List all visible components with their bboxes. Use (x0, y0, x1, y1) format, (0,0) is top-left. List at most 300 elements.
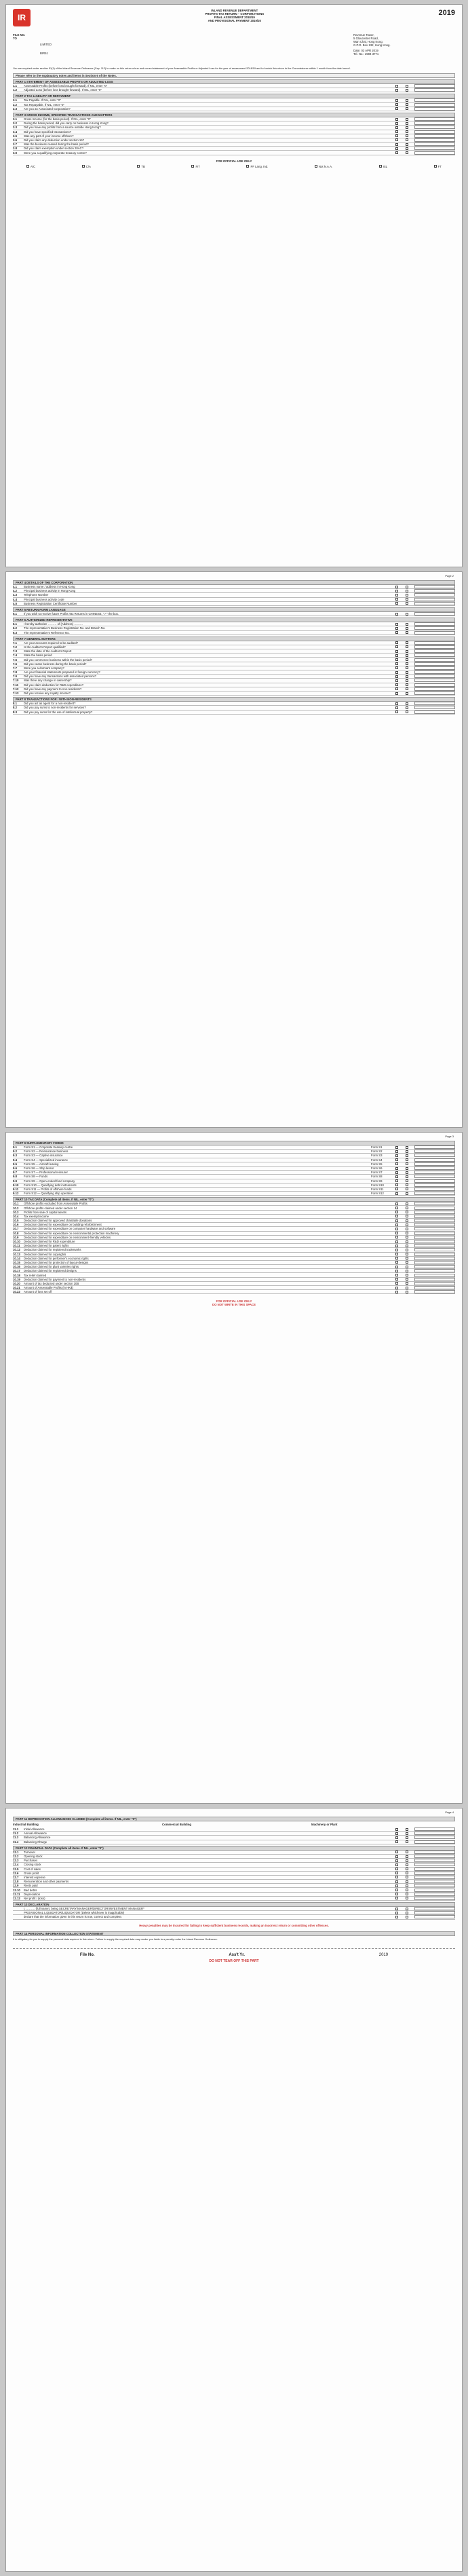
yes-checkbox[interactable] (395, 654, 398, 657)
yes-checkbox[interactable] (395, 1908, 398, 1910)
no-checkbox[interactable] (406, 1897, 408, 1899)
yes-checkbox[interactable] (395, 1253, 398, 1255)
yes-checkbox[interactable] (395, 1880, 398, 1883)
amount-field[interactable] (414, 1167, 455, 1170)
no-checkbox[interactable] (406, 1228, 408, 1230)
yes-no-boxes (391, 1257, 412, 1259)
yes-checkbox[interactable] (395, 1215, 398, 1217)
no-checkbox[interactable] (406, 85, 408, 88)
no-checkbox[interactable] (406, 1859, 408, 1862)
amount-field[interactable] (414, 645, 455, 649)
amount-field[interactable] (414, 1248, 455, 1251)
no-checkbox[interactable] (406, 1270, 408, 1272)
yes-checkbox[interactable] (395, 1219, 398, 1222)
amount-field[interactable] (414, 1261, 455, 1264)
yes-checkbox[interactable] (395, 671, 398, 674)
yes-checkbox[interactable] (395, 598, 398, 601)
amount-field[interactable] (414, 1150, 455, 1153)
amount-field[interactable] (414, 1257, 455, 1260)
no-checkbox[interactable] (406, 598, 408, 601)
no-checkbox[interactable] (406, 683, 408, 686)
yes-checkbox[interactable] (395, 1840, 398, 1843)
no-checkbox[interactable] (406, 1211, 408, 1213)
amount-field[interactable] (414, 1290, 455, 1293)
no-checkbox[interactable] (406, 1916, 408, 1918)
yes-checkbox[interactable] (395, 1192, 398, 1195)
yes-checkbox[interactable] (395, 1855, 398, 1858)
no-checkbox[interactable] (406, 1908, 408, 1910)
no-checkbox[interactable] (406, 1183, 408, 1186)
no-checkbox[interactable] (406, 692, 408, 695)
yes-checkbox[interactable] (395, 126, 398, 129)
no-checkbox[interactable] (406, 130, 408, 133)
official-code (191, 165, 199, 168)
yes-checkbox[interactable] (395, 1836, 398, 1839)
item-question: Form S10 — Qualifying debt instruments (24, 1183, 77, 1187)
amount-field[interactable] (414, 1868, 455, 1871)
official-use-title: FOR OFFICIAL USE ONLY (216, 159, 252, 163)
amount-field[interactable] (414, 88, 455, 92)
no-checkbox[interactable] (406, 126, 408, 129)
yes-checkbox[interactable] (395, 1832, 398, 1835)
yes-checkbox[interactable] (395, 1228, 398, 1230)
amount-field[interactable] (414, 1253, 455, 1256)
yes-checkbox[interactable] (395, 118, 398, 121)
no-checkbox[interactable] (406, 602, 408, 605)
amount-field[interactable] (414, 1915, 455, 1918)
yes-checkbox[interactable] (395, 679, 398, 682)
yes-checkbox[interactable] (395, 1282, 398, 1285)
no-checkbox[interactable] (406, 1893, 408, 1895)
amount-field[interactable] (414, 1232, 455, 1235)
amount-field[interactable] (414, 1171, 455, 1174)
amount-field[interactable] (414, 1227, 455, 1230)
no-checkbox[interactable] (406, 99, 408, 102)
yes-checkbox[interactable] (395, 1261, 398, 1264)
yes-checkbox[interactable] (395, 134, 398, 137)
no-checkbox[interactable] (406, 641, 408, 644)
amount-field[interactable] (414, 107, 455, 111)
official-code-checkbox (26, 165, 29, 168)
amount-field[interactable] (414, 121, 455, 125)
yes-checkbox[interactable] (395, 675, 398, 678)
yes-checkbox[interactable] (395, 1202, 398, 1205)
item-number: 10.14 (13, 1256, 20, 1260)
no-checkbox[interactable] (406, 1889, 408, 1891)
amount-field[interactable] (414, 683, 455, 687)
yes-checkbox[interactable] (395, 1211, 398, 1213)
amount-field[interactable] (414, 1274, 455, 1277)
yes-checkbox[interactable] (395, 99, 398, 102)
yes-checkbox[interactable] (395, 103, 398, 106)
no-checkbox[interactable] (406, 679, 408, 682)
yes-checkbox[interactable] (395, 1828, 398, 1831)
amount-field[interactable] (414, 1827, 455, 1831)
amount-field[interactable] (414, 1836, 455, 1839)
item-number: 7.6 (13, 662, 17, 666)
amount-field[interactable] (414, 117, 455, 121)
amount-field[interactable] (414, 1880, 455, 1883)
amount-field[interactable] (414, 675, 455, 678)
no-checkbox[interactable] (406, 654, 408, 657)
yes-checkbox[interactable] (395, 692, 398, 695)
no-checkbox[interactable] (406, 675, 408, 678)
no-checkbox[interactable] (406, 1274, 408, 1276)
yes-checkbox[interactable] (395, 1872, 398, 1874)
yes-checkbox[interactable] (395, 1912, 398, 1914)
amount-field[interactable] (414, 626, 455, 630)
amount-field[interactable] (414, 1188, 455, 1191)
yes-checkbox[interactable] (395, 1146, 398, 1149)
amount-field[interactable] (414, 1889, 455, 1892)
no-checkbox[interactable] (406, 1150, 408, 1153)
no-checkbox[interactable] (406, 107, 408, 110)
no-checkbox[interactable] (406, 613, 408, 615)
amount-field[interactable] (414, 1145, 455, 1149)
amount-field[interactable] (414, 130, 455, 134)
amount-field[interactable] (414, 593, 455, 596)
yes-checkbox[interactable] (395, 1175, 398, 1178)
amount-field[interactable] (414, 662, 455, 666)
no-checkbox[interactable] (406, 1868, 408, 1870)
page-3 (5, 1132, 463, 1804)
no-checkbox[interactable] (406, 138, 408, 141)
amount-field[interactable] (414, 649, 455, 653)
yes-checkbox[interactable] (395, 641, 398, 644)
amount-field[interactable] (414, 1192, 455, 1195)
amount-field[interactable] (414, 98, 455, 102)
yes-checkbox[interactable] (395, 107, 398, 110)
no-checkbox[interactable] (406, 122, 408, 125)
no-checkbox[interactable] (406, 586, 408, 588)
yes-checkbox[interactable] (395, 1897, 398, 1899)
no-checkbox[interactable] (406, 1287, 408, 1289)
yes-checkbox[interactable] (395, 1171, 398, 1174)
amount-field[interactable] (414, 654, 455, 657)
no-checkbox[interactable] (406, 151, 408, 154)
amount-field[interactable] (414, 103, 455, 107)
yes-checkbox[interactable] (395, 1884, 398, 1887)
amount-field[interactable] (414, 1265, 455, 1268)
yes-checkbox[interactable] (395, 666, 398, 669)
yes-checkbox[interactable] (395, 89, 398, 92)
amount-field[interactable] (414, 711, 455, 714)
item-number: 9.8 (13, 1175, 17, 1179)
yes-checkbox[interactable] (395, 623, 398, 626)
amount-field[interactable] (414, 143, 455, 146)
no-checkbox[interactable] (406, 645, 408, 648)
no-checkbox[interactable] (406, 1840, 408, 1843)
amount-field[interactable] (414, 679, 455, 682)
yes-checkbox[interactable] (395, 1851, 398, 1853)
no-checkbox[interactable] (406, 650, 408, 653)
item-question: Did you receive any royalty income? (24, 692, 71, 696)
yes-checkbox[interactable] (395, 687, 398, 690)
no-checkbox[interactable] (406, 143, 408, 146)
no-checkbox[interactable] (406, 702, 408, 705)
part-title: PART 1 STATEMENT OF ASSESSABLE PROFITS OR ADJUSTED LOSS (13, 79, 455, 84)
yes-checkbox[interactable] (395, 1278, 398, 1281)
amount-field[interactable] (414, 1179, 455, 1183)
yes-checkbox[interactable] (395, 1154, 398, 1157)
amount-field[interactable] (414, 1851, 455, 1854)
amount-field[interactable] (414, 1859, 455, 1862)
no-checkbox[interactable] (406, 1282, 408, 1285)
amount-field[interactable] (414, 1863, 455, 1866)
no-checkbox[interactable] (406, 1236, 408, 1238)
item-number: 10.6 (13, 1223, 19, 1227)
no-checkbox[interactable] (406, 1855, 408, 1858)
yes-checkbox[interactable] (395, 138, 398, 141)
amount-field[interactable] (414, 1872, 455, 1875)
no-checkbox[interactable] (406, 1257, 408, 1259)
no-checkbox[interactable] (406, 1261, 408, 1264)
no-checkbox[interactable] (406, 590, 408, 592)
yes-checkbox[interactable] (395, 1274, 398, 1276)
yes-checkbox[interactable] (395, 590, 398, 592)
no-checkbox[interactable] (406, 1836, 408, 1839)
amount-field[interactable] (414, 1876, 455, 1879)
yes-checkbox[interactable] (395, 650, 398, 653)
amount-field[interactable] (414, 598, 455, 601)
no-checkbox[interactable] (406, 1872, 408, 1874)
yes-checkbox[interactable] (395, 1179, 398, 1182)
no-checkbox[interactable] (406, 627, 408, 630)
amount-field[interactable] (414, 631, 455, 634)
yes-checkbox[interactable] (395, 151, 398, 154)
amount-field[interactable] (414, 1884, 455, 1887)
amount-field[interactable] (414, 1278, 455, 1281)
yes-checkbox[interactable] (395, 602, 398, 605)
amount-field[interactable] (414, 1911, 455, 1914)
no-checkbox[interactable] (406, 658, 408, 661)
amount-field[interactable] (414, 1202, 455, 1205)
no-checkbox[interactable] (406, 1154, 408, 1157)
no-checkbox[interactable] (406, 89, 408, 92)
yes-checkbox[interactable] (395, 627, 398, 630)
yes-checkbox[interactable] (395, 1876, 398, 1878)
no-checkbox[interactable] (406, 1219, 408, 1222)
amount-field[interactable] (414, 1840, 455, 1844)
no-checkbox[interactable] (406, 1146, 408, 1149)
yes-checkbox[interactable] (395, 1224, 398, 1226)
yes-checkbox[interactable] (395, 1158, 398, 1161)
amount-field[interactable] (414, 1893, 455, 1896)
yes-checkbox[interactable] (395, 1167, 398, 1170)
yes-checkbox[interactable] (395, 1863, 398, 1866)
amount-field[interactable] (414, 1832, 455, 1835)
no-checkbox[interactable] (406, 1240, 408, 1243)
amount-field[interactable] (414, 622, 455, 626)
yes-checkbox[interactable] (395, 702, 398, 705)
yes-checkbox[interactable] (395, 85, 398, 88)
yes-checkbox[interactable] (395, 1270, 398, 1272)
no-checkbox[interactable] (406, 1202, 408, 1205)
amount-field[interactable] (414, 1219, 455, 1222)
yes-checkbox[interactable] (395, 1859, 398, 1862)
yes-checkbox[interactable] (395, 586, 398, 588)
form-row (13, 1290, 455, 1294)
no-checkbox[interactable] (406, 103, 408, 106)
yes-checkbox[interactable] (395, 706, 398, 709)
form-ref: Form S6 (371, 1167, 383, 1171)
yes-checkbox[interactable] (395, 1266, 398, 1268)
yes-checkbox[interactable] (395, 122, 398, 125)
form-ref: Form S12 (371, 1192, 384, 1196)
no-checkbox[interactable] (406, 1179, 408, 1182)
amount-field[interactable] (414, 1162, 455, 1166)
amount-field[interactable] (414, 126, 455, 129)
amount-field[interactable] (414, 641, 455, 645)
amount-field[interactable] (414, 1223, 455, 1226)
no-checkbox[interactable] (406, 594, 408, 596)
no-checkbox[interactable] (406, 1171, 408, 1174)
amount-field[interactable] (414, 1211, 455, 1214)
amount-field[interactable] (414, 1897, 455, 1900)
yes-checkbox[interactable] (395, 1257, 398, 1259)
yes-checkbox[interactable] (395, 711, 398, 713)
no-checkbox[interactable] (406, 1158, 408, 1161)
no-checkbox[interactable] (406, 1291, 408, 1293)
amount-field[interactable] (414, 612, 455, 615)
amount-field[interactable] (414, 1236, 455, 1239)
amount-field[interactable] (414, 1207, 455, 1210)
amount-field[interactable] (414, 1154, 455, 1157)
yes-checkbox[interactable] (395, 1162, 398, 1165)
no-checkbox[interactable] (406, 1253, 408, 1255)
no-checkbox[interactable] (406, 1828, 408, 1831)
amount-field[interactable] (414, 666, 455, 670)
yes-checkbox[interactable] (395, 1183, 398, 1186)
amount-field[interactable] (414, 1240, 455, 1243)
yes-checkbox[interactable] (395, 1868, 398, 1870)
amount-field[interactable] (414, 1269, 455, 1272)
amount-field[interactable] (414, 84, 455, 88)
no-checkbox[interactable] (406, 1167, 408, 1170)
yes-checkbox[interactable] (395, 613, 398, 615)
no-checkbox[interactable] (406, 1224, 408, 1226)
no-checkbox[interactable] (406, 147, 408, 150)
yes-checkbox[interactable] (395, 645, 398, 648)
form-ref: Form S9 (371, 1179, 383, 1183)
yes-checkbox[interactable] (395, 1893, 398, 1895)
amount-field[interactable] (414, 1286, 455, 1289)
no-checkbox[interactable] (406, 1876, 408, 1878)
yes-checkbox[interactable] (395, 1236, 398, 1238)
yes-checkbox[interactable] (395, 1188, 398, 1190)
amount-field[interactable] (414, 589, 455, 592)
amount-field[interactable] (414, 1183, 455, 1187)
no-checkbox[interactable] (406, 623, 408, 626)
no-checkbox[interactable] (406, 118, 408, 121)
amount-field[interactable] (414, 134, 455, 138)
yes-checkbox[interactable] (395, 130, 398, 133)
amount-field[interactable] (414, 1282, 455, 1285)
amount-field[interactable] (414, 1855, 455, 1858)
no-checkbox[interactable] (406, 1175, 408, 1178)
no-checkbox[interactable] (406, 1162, 408, 1165)
ird-address (353, 33, 455, 64)
item-question: Tax Payable. If NIL, enter "0" (24, 98, 61, 102)
yes-checkbox[interactable] (395, 1245, 398, 1247)
no-checkbox[interactable] (406, 671, 408, 674)
yes-checkbox[interactable] (395, 683, 398, 686)
amount-field[interactable] (414, 151, 455, 155)
no-checkbox[interactable] (406, 1192, 408, 1195)
amount-field[interactable] (414, 602, 455, 605)
yes-checkbox[interactable] (395, 1150, 398, 1153)
amount-field[interactable] (414, 585, 455, 588)
yes-checkbox[interactable] (395, 1232, 398, 1234)
no-checkbox[interactable] (406, 1215, 408, 1217)
no-checkbox[interactable] (406, 1207, 408, 1209)
amount-field[interactable] (414, 138, 455, 142)
no-checkbox[interactable] (406, 631, 408, 634)
no-checkbox[interactable] (406, 1863, 408, 1866)
yes-checkbox[interactable] (395, 147, 398, 150)
yes-checkbox[interactable] (395, 658, 398, 661)
amount-field[interactable] (414, 702, 455, 705)
no-checkbox[interactable] (406, 1884, 408, 1887)
amount-field[interactable] (414, 692, 455, 695)
amount-field[interactable] (414, 687, 455, 691)
item-number: 7.2 (13, 645, 17, 649)
no-checkbox[interactable] (406, 1245, 408, 1247)
no-checkbox[interactable] (406, 1249, 408, 1251)
amount-field[interactable] (414, 706, 455, 709)
yes-checkbox[interactable] (395, 1240, 398, 1243)
no-checkbox[interactable] (406, 1278, 408, 1281)
no-checkbox[interactable] (406, 711, 408, 713)
form-row (13, 711, 455, 715)
yes-no-boxes (391, 1916, 412, 1918)
amount-field[interactable] (414, 1244, 455, 1247)
yes-checkbox[interactable] (395, 1291, 398, 1293)
amount-field[interactable] (414, 1175, 455, 1178)
amount-field[interactable] (414, 1158, 455, 1162)
no-checkbox[interactable] (406, 666, 408, 669)
bottom-file-label: File No. (79, 1952, 95, 1957)
amount-field[interactable] (414, 1215, 455, 1218)
item-question: Rents paid (24, 1884, 38, 1888)
item-number: 2.3 (13, 107, 17, 111)
no-checkbox[interactable] (406, 134, 408, 137)
no-checkbox[interactable] (406, 1188, 408, 1190)
no-checkbox[interactable] (406, 1832, 408, 1835)
amount-field[interactable] (414, 670, 455, 674)
yes-checkbox[interactable] (395, 1889, 398, 1891)
no-checkbox[interactable] (406, 1912, 408, 1914)
yes-checkbox[interactable] (395, 143, 398, 146)
amount-field[interactable] (414, 658, 455, 662)
yes-checkbox[interactable] (395, 1207, 398, 1209)
no-checkbox[interactable] (406, 1851, 408, 1853)
no-checkbox[interactable] (406, 662, 408, 665)
no-checkbox[interactable] (406, 1266, 408, 1268)
amount-field[interactable] (414, 1907, 455, 1910)
no-checkbox[interactable] (406, 706, 408, 709)
yes-checkbox[interactable] (395, 662, 398, 665)
no-checkbox[interactable] (406, 1232, 408, 1234)
yes-checkbox[interactable] (395, 1916, 398, 1918)
yes-checkbox[interactable] (395, 594, 398, 596)
no-checkbox[interactable] (406, 1880, 408, 1883)
amount-field[interactable] (414, 147, 455, 150)
yes-checkbox[interactable] (395, 1287, 398, 1289)
yes-checkbox[interactable] (395, 631, 398, 634)
no-checkbox[interactable] (406, 687, 408, 690)
yes-checkbox[interactable] (395, 1249, 398, 1251)
